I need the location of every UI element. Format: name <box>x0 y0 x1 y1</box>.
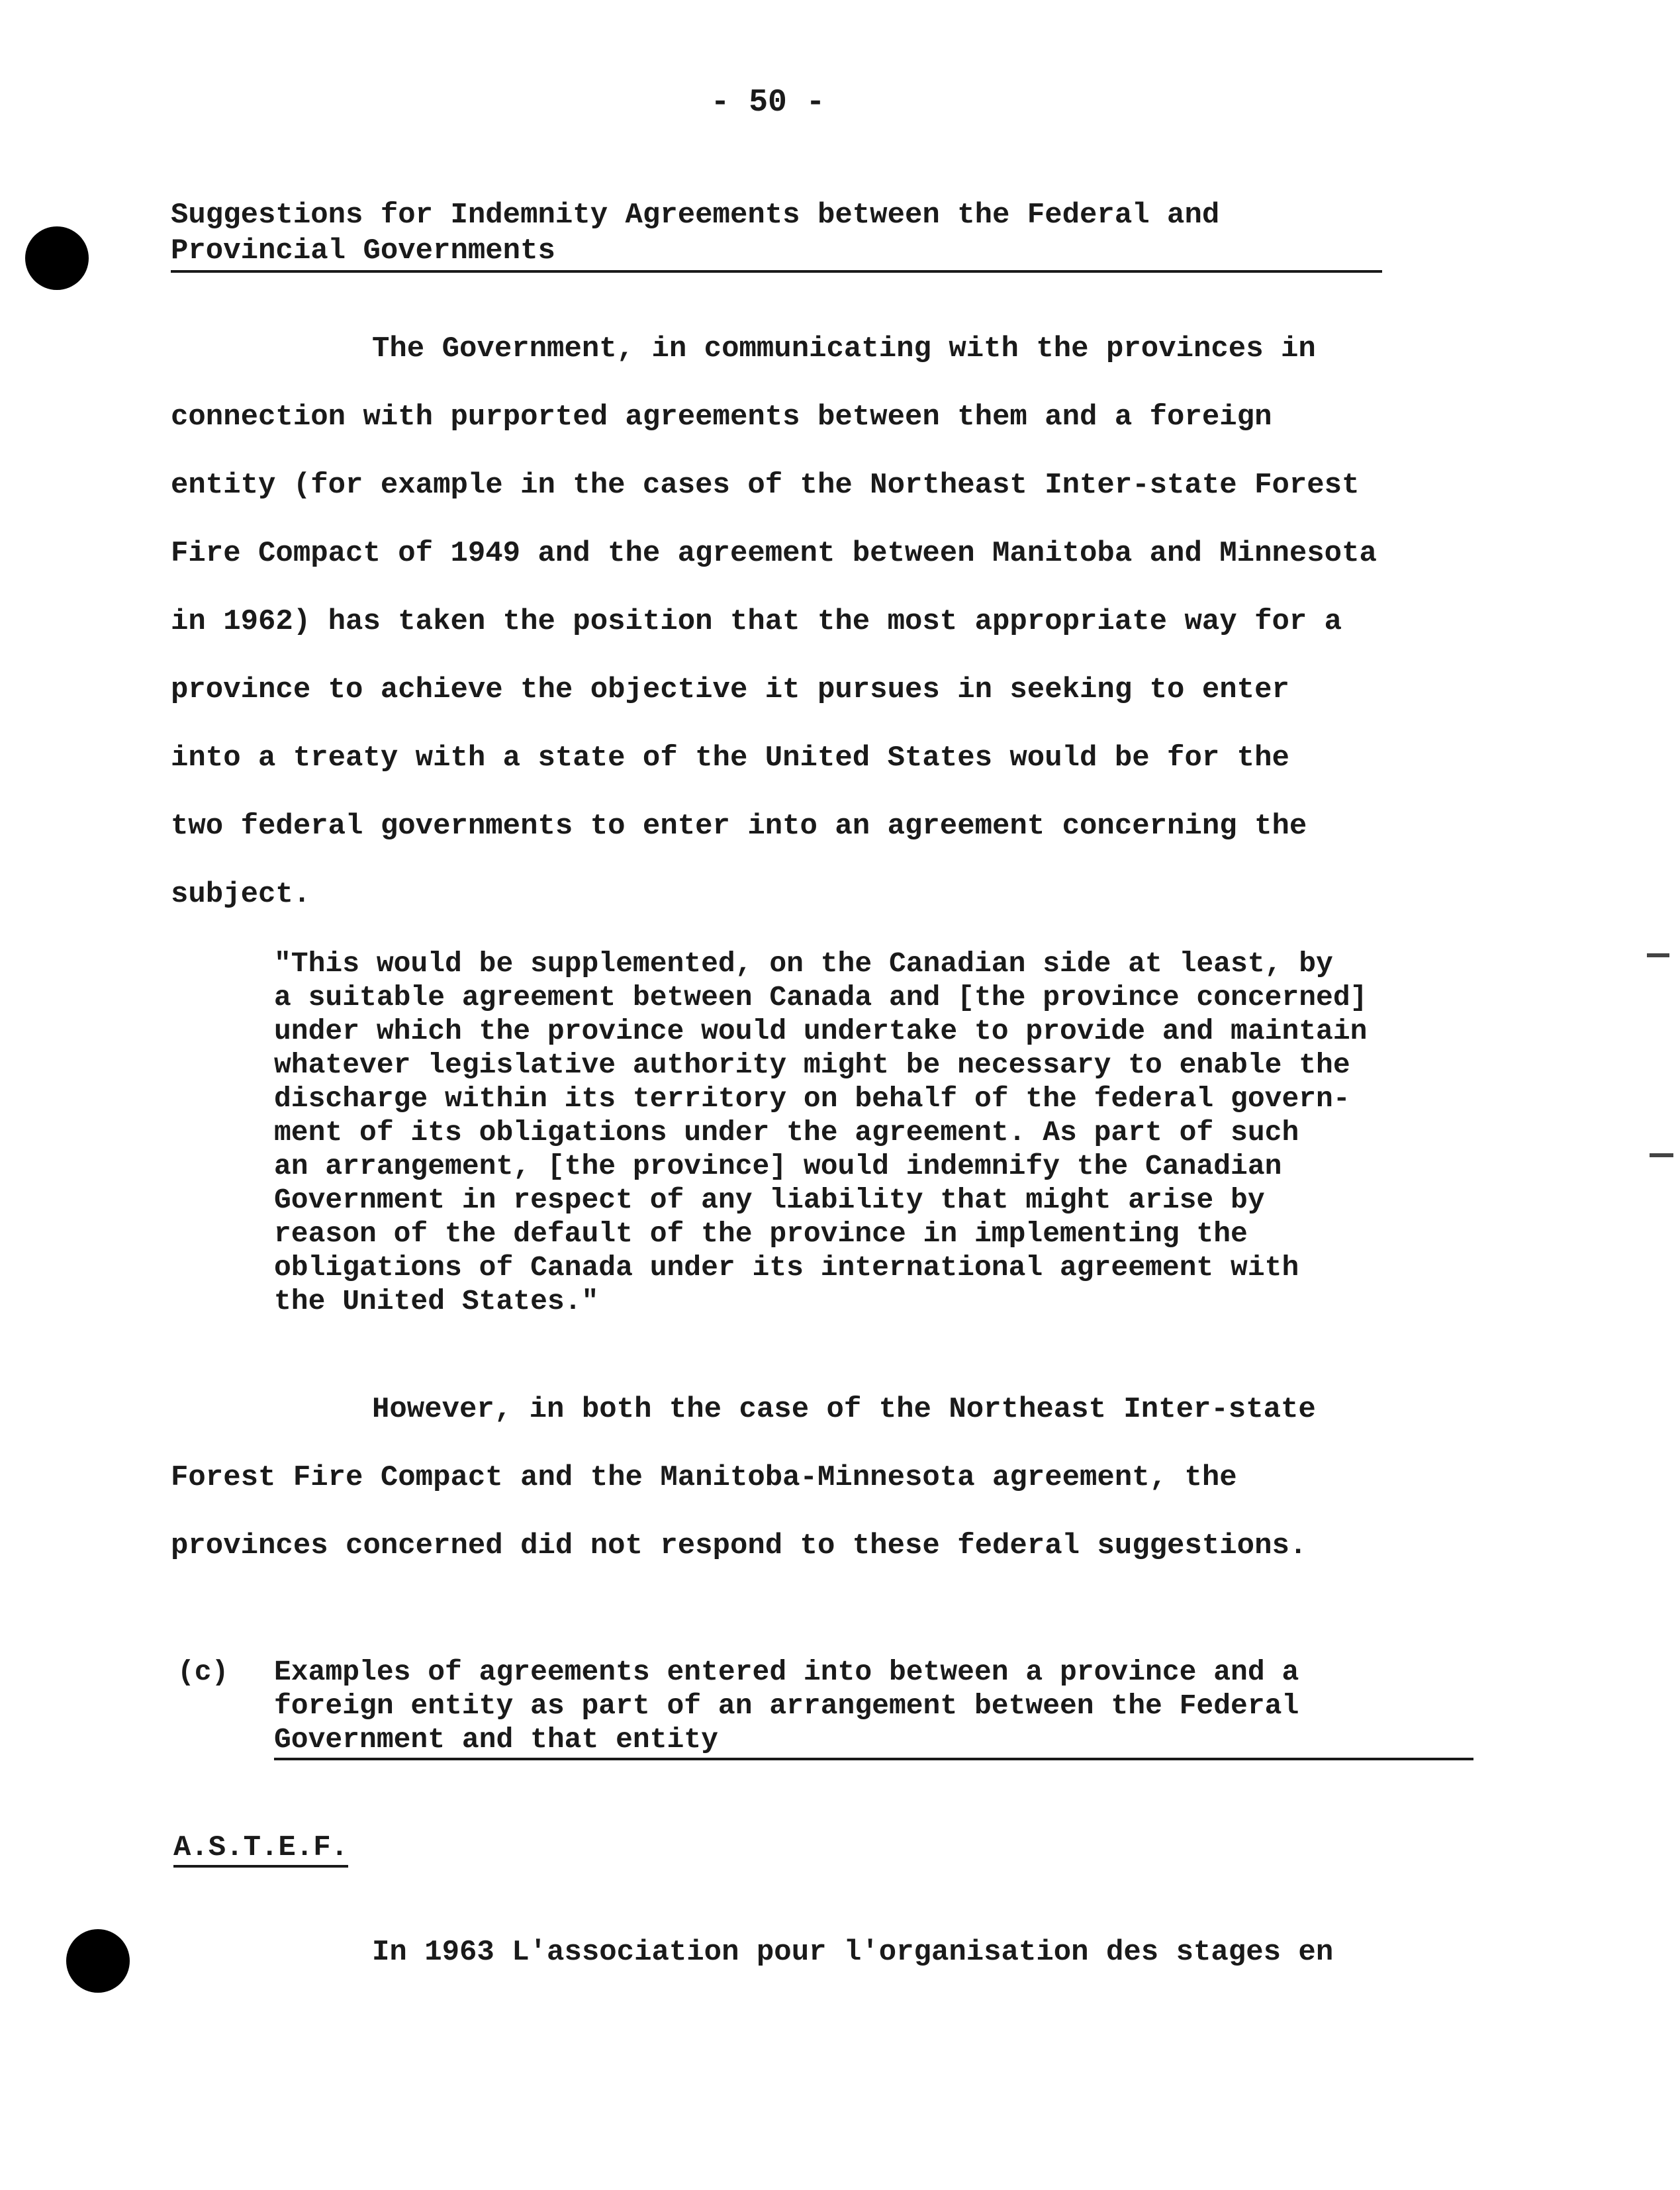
margin-mark <box>1650 1153 1673 1157</box>
paragraph-government-position: The Government, in communicating with the provinces in connection with purported agreements between them and a foreign entity (for example in the cases of the Northeast Inter-state Forest Fire Compact of 1949 and the agreement between Manitoba and Minnesota in 1962) has taken the position that the most appropriate way for a province to achieve the objective it pursues in seeking to enter into a treaty with a state of the United States would be for the two federal governments to enter into an agreement concerning the subject. <box>171 332 1377 911</box>
list-item-heading: Examples of agreements entered into between a province and a foreign entity as part of an arrangement between the Federal Government and that entity <box>274 1655 1473 1760</box>
punch-hole-top <box>25 226 89 290</box>
block-quote: "This would be supplemented, on the Canadian side at least, by a suitable agreement between Canada and [the province concerned] under which the province would undertake to provide and maintain whatever legislative authority might be necessary to enable the discharge within its territory on behalf of the federal govern- ment of its obligations under the agreement. As part of such an arrangement, [the province] would indemnify the Canadian Government in respect of any liability that might arise by reason of the default of the province in implementing the obligations of Canada under its international agreement with the United States." <box>274 947 1368 1317</box>
page-number: - 50 - <box>710 85 825 120</box>
list-item-marker: (c) <box>177 1656 229 1688</box>
punch-hole-bottom <box>66 1929 130 1993</box>
section-heading: Suggestions for Indemnity Agreements between the Federal and Provincial Governments <box>171 197 1382 273</box>
paragraph-astef: In 1963 L'association pour l'organisation des stages en <box>372 1936 1334 1969</box>
margin-mark <box>1647 953 1669 957</box>
subheading-astef: A.S.T.E.F. <box>173 1831 348 1868</box>
paragraph-provinces-response: However, in both the case of the Northeast Inter-state Forest Fire Compact and the Manitoba-Minnesota agreement, the provinces concerned did not respond to these federal suggestions. <box>171 1393 1316 1562</box>
